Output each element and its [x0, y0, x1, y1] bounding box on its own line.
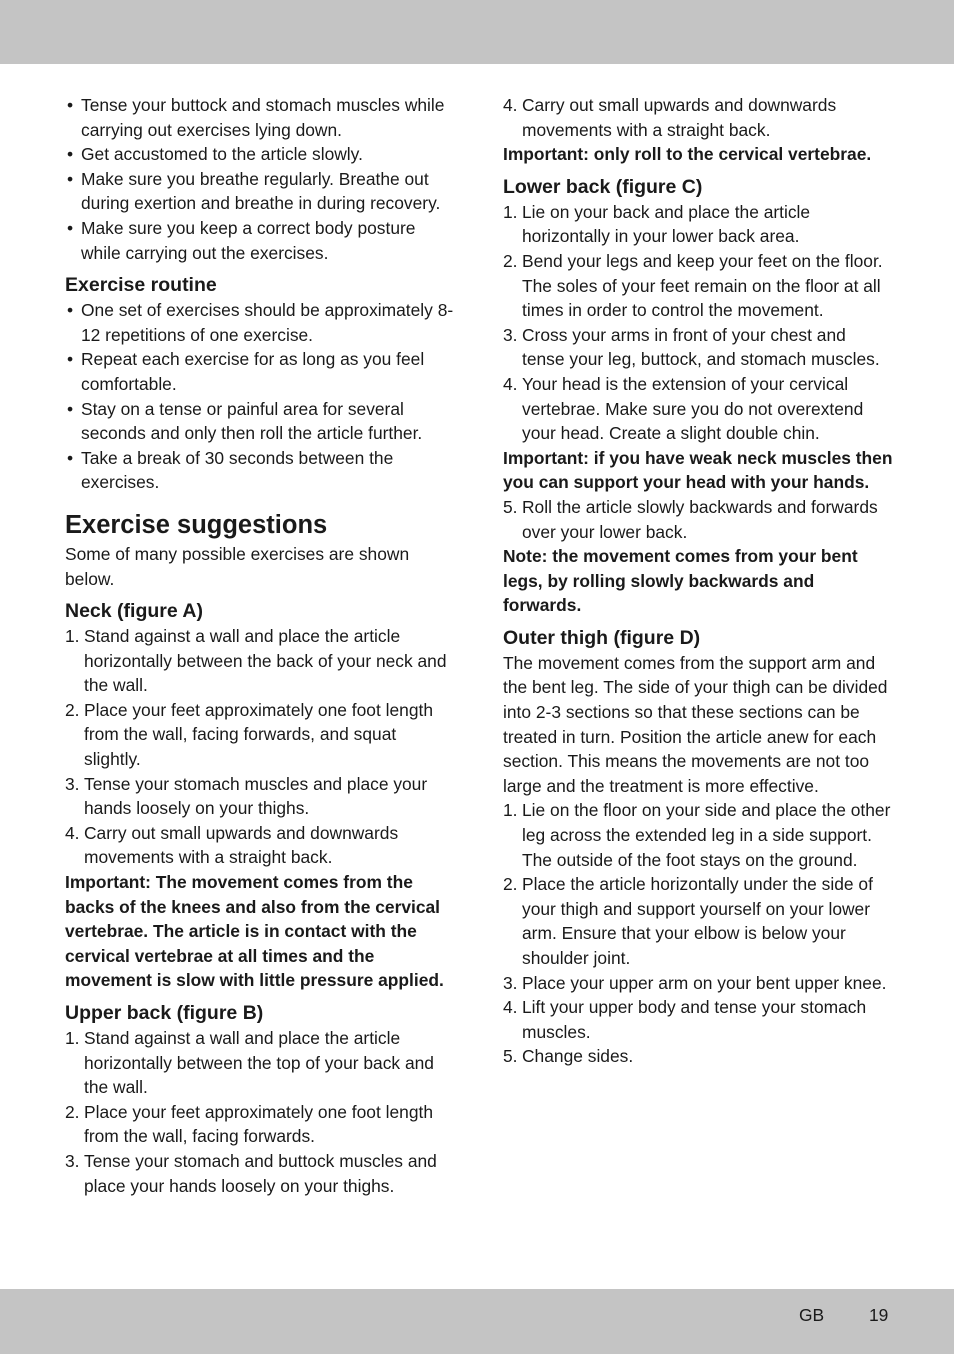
list-item: 1. Stand against a wall and place the article horizontally between the back of your neck and the wall.: [65, 626, 447, 696]
bullet-icon: •: [67, 168, 74, 189]
list-item: • Make sure you keep a correct body posture while carrying out the exercises.: [67, 217, 416, 263]
neck-important-note: Important: The movement comes from the backs of the knees and also from the cervical vertebrae. The article is in contact with the cervical vertebrae at all times and the movement is slow with little pressure applied.: [65, 872, 444, 991]
lower-back-important-note: Important: if you have weak neck muscles then you can support your head with your hands.: [503, 447, 893, 493]
list-item: 2. Place the article horizontally under the side of your thigh and support yourself on your lower arm. Ensure that your elbow is below your shoulder joint.: [503, 874, 873, 968]
bullet-icon: •: [67, 95, 74, 115]
list-item: 5. Change sides.: [503, 1046, 634, 1067]
upper-back-heading: Upper back (figure B): [65, 1002, 264, 1024]
list-item: 2. Place your feet approximately one foot length from the wall, facing forwards.: [65, 1101, 433, 1147]
list-item: • Take a break of 30 seconds between the exercises.: [67, 447, 394, 493]
list-item: 2. Place your feet approximately one foot length from the wall, facing forwards, and squat slightly.: [65, 699, 433, 770]
bullet-icon: •: [67, 300, 74, 321]
neck-steps: [65, 624, 455, 870]
list-item: • Repeat each exercise for as long as you feel comfortable.: [67, 349, 425, 394]
list-item: 4. Your head is the extension of your cervical vertebrae. Make sure you do not overextend your head. Create a slight double chin.: [503, 373, 864, 444]
list-item: 3. Place your upper arm on your bent upper knee.: [503, 972, 887, 993]
routine-heading: Exercise routine: [65, 274, 217, 297]
list-item: • Make sure you breathe regularly. Breathe out during exertion and breathe in during recovery.: [67, 168, 441, 214]
list-item: • Get accustomed to the article slowly.: [65, 142, 455, 167]
list-item: 3. Tense your stomach muscles and place your hands loosely on your thighs.: [65, 773, 428, 819]
lower-back-note: Note: the movement comes from your bent legs, by rolling slowly backwards and forwards.: [503, 546, 858, 616]
right-column: [503, 93, 893, 1069]
bullet-icon: •: [67, 217, 74, 238]
outer-thigh-intro: The movement comes from the support arm and the bent leg. The side of your thigh can be divided into 2-3 sections so that these sections can be treated in turn. Position the article anew for each section. This means the movements are not too large and the treatment is more effective.: [503, 652, 888, 796]
list-item: 1. Lie on your back and place the article horizontally in your lower back area.: [503, 201, 811, 247]
page-number: 19: [869, 1305, 889, 1325]
list-item: 4. Carry out small upwards and downwards movements with a straight back.: [503, 95, 837, 140]
bullet-icon: •: [67, 398, 74, 419]
header-bar: [0, 0, 954, 64]
section-title: Exercise suggestions: [65, 510, 328, 539]
upper-back-important-note: Important: only roll to the cervical vertebrae.: [503, 144, 872, 165]
outer-thigh-steps: [503, 798, 893, 1069]
footer-language-code: GB: [799, 1305, 825, 1325]
bullet-icon: •: [67, 144, 74, 165]
list-item: 4. Lift your upper body and tense your stomach muscles.: [503, 997, 867, 1042]
outer-thigh-heading: Outer thigh (figure D): [503, 626, 701, 649]
neck-heading: Neck (figure A): [65, 600, 203, 623]
list-item: 1. Stand against a wall and place the article horizontally between the top of your back and the wall.: [65, 1028, 434, 1098]
list-item: 5. Roll the article slowly backwards and forwards over your lower back.: [503, 496, 878, 542]
routine-bullet-list: [65, 298, 455, 495]
list-item: 3. Tense your stomach and buttock muscles and place your hands loosely on your thighs.: [65, 1150, 437, 1196]
intro-bullet-list: [65, 93, 455, 265]
list-item: • One set of exercises should be approximately 8-12 repetitions of one exercise.: [67, 300, 454, 345]
upper-back-steps-continued: [503, 93, 893, 142]
left-column: [65, 93, 455, 1198]
lower-back-heading: Lower back (figure C): [503, 175, 703, 198]
list-item: 4. Carry out small upwards and downwards movements with a straight back.: [65, 822, 399, 868]
list-item: 3. Cross your arms in front of your chest and tense your leg, buttock, and stomach muscles.: [503, 324, 880, 370]
list-item: 1. Lie on the floor on your side and place the other leg across the extended leg in a side support. The outside of the foot stays on the ground.: [503, 800, 891, 870]
lower-back-steps-continued: [503, 495, 893, 544]
section-intro: Some of many possible exercises are shown below.: [65, 543, 410, 589]
list-item: • Stay on a tense or painful area for several seconds and only then roll the article further.: [67, 398, 423, 444]
upper-back-steps: [65, 1026, 455, 1198]
list-item: 2. Bend your legs and keep your feet on the floor. The soles of your feet remain on the floor at all times in order to control the movement.: [503, 250, 883, 321]
list-item: • Tense your buttock and stomach muscles while carrying out exercises lying down.: [67, 95, 445, 140]
lower-back-steps: [503, 200, 893, 446]
bullet-icon: •: [67, 349, 74, 370]
bullet-icon: •: [67, 447, 74, 468]
